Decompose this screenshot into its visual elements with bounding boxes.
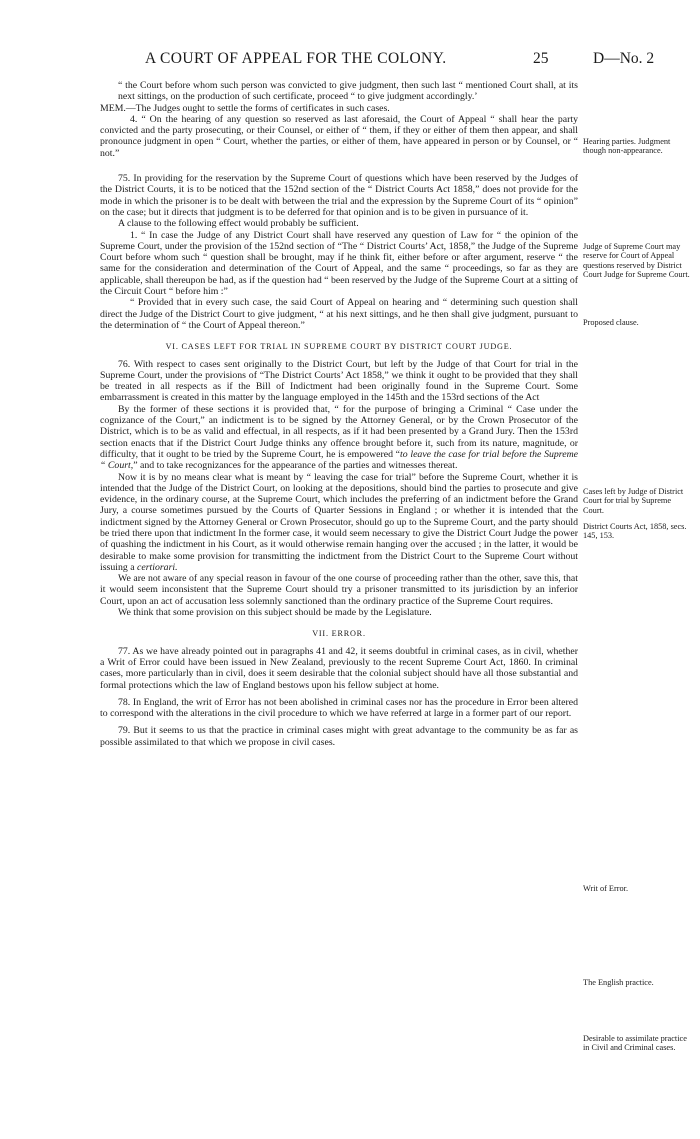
margin-note-hearing: Hearing parties. Judgment though non-appearance. — [583, 137, 671, 156]
paragraph-76-legislature: We think that some provision on this subject should be made by the Legislature. — [118, 607, 432, 619]
margin-note-district-act: District Courts Act, 1858, secs. 145, 153. — [583, 522, 687, 541]
memo-note: MEM.—The Judges ought to settle the forms of certificates in such cases. — [100, 102, 390, 114]
margin-note-english-practice: The English practice. — [583, 978, 654, 987]
paragraph-76-former-section: By the former of these sections it is provided that, “ for the purpose of bringing a Criminal “ Case under the cognizance of the Court,” an indictment is to be signed by the Attorney General, or by the Crown Prosecutor of the District, which is to be as valid and effectual, in all respects, as if it had been presented by a Grand Jury. Then the 153rd section enacts that if the District Court Judge thinks any offence brought before it, such from its nature, magnitude, or difficulty, that it ought to be tried by the Supreme Court, he is empowered “to leave the case for trial before the Supreme “ Court,” and to take recognizances for the appearance of the parties and witnesses thereat. — [100, 403, 578, 472]
margin-note-judge-supreme: Judge of Supreme Court may reserve for Court of Appeal questions reserved by District Court Judge for Supreme Court. — [583, 242, 690, 280]
document-reference: D—No. 2 — [593, 50, 655, 67]
paragraph-77: 77. As we have already pointed out in paragraphs 41 and 42, it seems doubtful in criminal cases, as in civil, whether a Writ of Error could have been issued in New Zealand, previously to the recent Supreme Court Act, 1860. In criminal cases, more particularly than in civil, does it seem desirable that the colonial subject should have all those substantial and formal protections which the law of England bestows upon his fellow subject at home. — [100, 645, 578, 691]
section-heading-vii: VII. ERROR. — [312, 629, 366, 639]
quote-continuation: “ the Court before whom such person was convicted to give judgment, then such last “ mentioned Court shall, at its next sittings, on the production of such certificate, proceed “ to give judgment accordingly.’ — [118, 80, 578, 103]
page-title: A COURT OF APPEAL FOR THE COLONY. — [145, 50, 447, 67]
paragraph-79: 79. But it seems to us that the practice in criminal cases might with great advantage to the community be as far as possible assimilated to that which we propose in civil cases. — [100, 725, 578, 748]
paragraph-76: 76. With respect to cases sent originally to the District Court, but left by the Judge of that Court for trial in the Supreme Court, under the provisions of “The District Courts’ Act 1858,” we think it ought to be provided that they shall be treated in all respects as if the Bill of Indictment had been originally found in the Supreme Court. Some embarrassment is created in this matter by the language employed in the 145th and the 153rd sections of the Act — [100, 358, 578, 404]
section-heading-vi: VI. CASES LEFT FOR TRIAL IN SUPREME COURT BY DISTRICT COURT JUDGE. — [165, 342, 513, 352]
proposed-clause-1: 1. “ In case the Judge of any District Court shall have reserved any question of Law for “ the opinion of the Supreme Court, under the provision of the 152nd section of “The “ District Courts’ Act, 1858,” the Judge of the Supreme Court before whom such “ question shall be brought, may if he think fit, either before or after argument, reserve “ the same for the consideration and determination of the Court of Appeal, and the same “ proceedings, so far as they are applicable, shall thereupon be had, as if the question had “ been reserved by the Judge of the Supreme Court at a sitting of the Circuit Court “ before him :” — [100, 229, 578, 298]
margin-note-writ-error: Writ of Error. — [583, 884, 629, 893]
margin-note-cases-left: Cases left by Judge of District Court for trial by Supreme Court. — [583, 487, 684, 515]
proposed-clause-proviso: “ Provided that in every such case, the said Court of Appeal on hearing and “ determining such question shall direct the Judge of the District Court to give judgment, “ at his next sittings, and he then shall give judgment, pursuant to the determination of “ the Court of Appeal thereon.” — [100, 297, 578, 331]
margin-note-proposed: Proposed clause. — [583, 318, 639, 327]
clause-4: 4. “ On the hearing of any question so reserved as last aforesaid, the Court of Appeal “ shall hear the party convicted and the party prosecuting, or their Counsel, or either of “ them, if they or either of them then appear, and shall pronounce judgment in open “ Court, whether the parties, or either of them, have appeared in person or by Counsel, or “ not.” — [100, 113, 578, 159]
margin-note-desirable: Desirable to assimilate practice in Civil and Criminal cases. — [583, 1034, 687, 1053]
page-header — [0, 50, 700, 70]
paragraph-76-reason: We are not aware of any special reason in favour of the one course of proceeding rather than the other, save this, that it would seem inconsistent that the Supreme Court should try a prisoner transmitted to its jurisdiction by an inferior Court, upon an act of accusation less solemnly sanctioned than the ordinary practice of the Supreme Court requires. — [100, 573, 578, 607]
paragraph-75-clause-intro: A clause to the following effect would probably be sufficient. — [118, 218, 359, 230]
paragraph-76-meaning: Now it is by no means clear what is meant by “ leaving the case for trial” before the Supreme Court, whether it is intended that the Judge of the District Court, on looking at the depositions, should bind the parties to prosecute and give evidence, in the ordinary course, at the Supreme Court, which includes the preferring of an indictment before the Grand Jury, a course sometimes pursued by the Courts of Quarter Sessions in England ; or whether it is intended that the indictment signed by the Attorney General or Crown Prosecutor, should go up to the Supreme Court, and the party should be tried there upon that indictment In the former case, it would seem necessary to give the District Court Judge the power of quashing the indictment in his Court, as it would otherwise remain hanging over the accused ; in the latter, it would be desirable to make some provision for transmitting the indictment from the District Court to the Supreme Court without issuing a certiorari. — [100, 471, 578, 573]
paragraph-75: 75. In providing for the reservation by the Supreme Court of questions which have been reserved by the Judges of the District Courts, it is to be noticed that the 152nd section of the “ District Courts Act 1858,” does not provide for the mode in which the prisoner is to be dealt with between the trial and the expression by the Supreme Court of its “ opinion” on the case; but it directs that judgment is to be deferred for that opinion and is to be given in pursuance of it. — [100, 173, 578, 218]
main-text-column — [100, 80, 578, 748]
page-number: 25 — [533, 50, 549, 67]
paragraph-78: 78. In England, the writ of Error has not been abolished in criminal cases nor has the procedure in Error been altered to correspond with the alterations in the civil procedure to which we have referred at large in a former part of our report. — [100, 696, 578, 720]
